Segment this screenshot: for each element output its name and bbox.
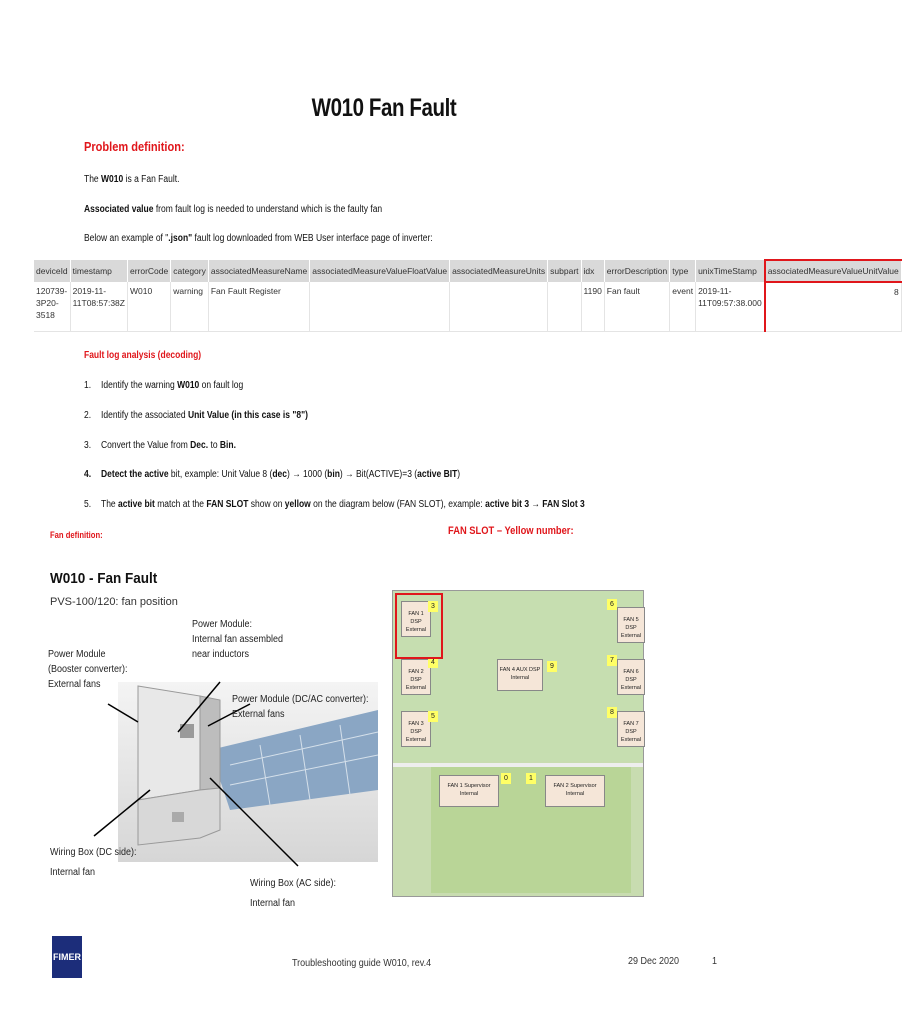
slot-fan2-dsp: FAN 2 DSP External bbox=[401, 659, 431, 695]
label-dcac: Power Module (DC/AC converter): External fans bbox=[232, 694, 369, 720]
table-row bbox=[34, 282, 901, 332]
figure-subtitle: PVS-100/120: fan position bbox=[50, 596, 178, 608]
table-cell: Fan fault bbox=[604, 282, 669, 332]
table-cell: warning bbox=[171, 282, 209, 332]
table-header-row bbox=[34, 260, 901, 282]
footer-doc: Troubleshooting guide W010, rev.4 bbox=[292, 958, 432, 969]
figure-title: W010 - Fan Fault bbox=[50, 570, 158, 587]
slot-number: 9 bbox=[547, 661, 557, 672]
table-cell bbox=[450, 282, 548, 332]
table-cell-highlighted: 8 bbox=[765, 282, 902, 332]
slot-number: 3 bbox=[428, 601, 438, 612]
slot-number: 6 bbox=[607, 599, 617, 610]
wiring-box-panel bbox=[172, 812, 184, 822]
footer-page: 1 bbox=[712, 956, 718, 967]
slot-number: 5 bbox=[428, 711, 438, 722]
col-header: errorCode bbox=[127, 260, 170, 282]
slot-number: 4 bbox=[428, 657, 438, 668]
slot-number: 7 bbox=[607, 655, 617, 666]
col-header: category bbox=[171, 260, 209, 282]
table-cell: event bbox=[670, 282, 696, 332]
slot-fan1-dsp: FAN 1 DSP External bbox=[401, 601, 431, 637]
slot-fan7-dsp: FAN 7 DSP External bbox=[617, 711, 645, 747]
intro-line-2: Associated value from fault log is needed to understand which is the faulty fan bbox=[84, 204, 383, 215]
fan-slot-diagram bbox=[392, 590, 644, 897]
step-1: 1. Identify the warning W010 on fault log bbox=[84, 380, 244, 391]
analysis-heading: Fault log analysis (decoding) bbox=[84, 350, 202, 361]
col-header: associatedMeasureUnits bbox=[450, 260, 548, 282]
logo-text: FIMER bbox=[53, 952, 81, 962]
fan-slot-heading: FAN SLOT – Yellow number: bbox=[448, 525, 574, 537]
slot-fan5-dsp: FAN 5 DSP External bbox=[617, 607, 645, 643]
label-wiring-box-ac: Wiring Box (AC side): Internal fan bbox=[250, 878, 337, 909]
table-cell bbox=[548, 282, 581, 332]
fan-definition-heading: Fan definition: bbox=[50, 530, 103, 540]
slot-number: 8 bbox=[607, 707, 617, 718]
col-header-highlighted: associatedMeasureValueUnitValue bbox=[765, 260, 902, 282]
table-cell: Fan Fault Register bbox=[208, 282, 309, 332]
slot-number: 1 bbox=[526, 773, 536, 784]
slot-fan1-supervisor: FAN 1 Supervisor Internal bbox=[439, 775, 499, 807]
label-wiring-box-dc: Wiring Box (DC side): Internal fan bbox=[50, 847, 137, 878]
col-header: associatedMeasureValueFloatValue bbox=[310, 260, 450, 282]
col-header: timestamp bbox=[70, 260, 127, 282]
inverter-upper-body bbox=[138, 686, 200, 800]
slot-number: 0 bbox=[501, 773, 511, 784]
step-5: 5. The active bit match at the FAN SLOT show on yellow on the diagram below (FAN SLOT), example: active bit 3 → FAN Slot 3 bbox=[84, 499, 585, 510]
footer-date: 29 Dec 2020 bbox=[628, 956, 680, 967]
table-cell: W010 bbox=[127, 282, 170, 332]
slot-fan6-dsp: FAN 6 DSP External bbox=[617, 659, 645, 695]
slot-fan2-supervisor: FAN 2 Supervisor Internal bbox=[545, 775, 605, 807]
label-booster: Power Module (Booster converter): External fans bbox=[48, 649, 128, 690]
fault-log-table bbox=[34, 259, 902, 332]
col-header: associatedMeasureName bbox=[208, 260, 309, 282]
problem-heading: Problem definition: bbox=[84, 139, 185, 154]
slot-fan4-aux: FAN 4 AUX DSP Internal bbox=[497, 659, 543, 691]
col-header: idx bbox=[581, 260, 604, 282]
col-header: errorDescription bbox=[604, 260, 669, 282]
table-cell: 2019-11-11T08:57:38Z bbox=[70, 282, 127, 332]
intro-line-1: The W010 is a Fan Fault. bbox=[84, 174, 180, 185]
slot-fan3-dsp: FAN 3 DSP External bbox=[401, 711, 431, 747]
table-cell bbox=[310, 282, 450, 332]
intro-line-3: Below an example of ".json" fault log downloaded from WEB User interface page of inverter: bbox=[84, 233, 433, 244]
col-header: deviceId bbox=[34, 260, 70, 282]
table-cell: 1190 bbox=[581, 282, 604, 332]
col-header: subpart bbox=[548, 260, 581, 282]
page-title: W010 Fan Fault bbox=[311, 94, 457, 122]
step-2: 2. Identify the associated Unit Value (in this case is "8") bbox=[84, 410, 308, 421]
col-header: type bbox=[670, 260, 696, 282]
fimer-logo bbox=[52, 936, 82, 978]
step-4: 4. Detect the active bit, example: Unit Value 8 (dec) → 1000 (bin) → Bit(ACTIVE)=3 (active BIT) bbox=[84, 469, 461, 480]
table-cell: 2019-11-11T09:57:38.000 bbox=[696, 282, 765, 332]
highlight-box-slot-3 bbox=[395, 593, 443, 659]
inverter-side bbox=[200, 696, 220, 790]
step-3: 3. Convert the Value from Dec. to Bin. bbox=[84, 440, 236, 451]
col-header: unixTimeStamp bbox=[696, 260, 765, 282]
table-cell: 120739-3P20-3518 bbox=[34, 282, 70, 332]
label-power-module-top: Power Module: Internal fan assembled near inductors bbox=[192, 619, 284, 660]
